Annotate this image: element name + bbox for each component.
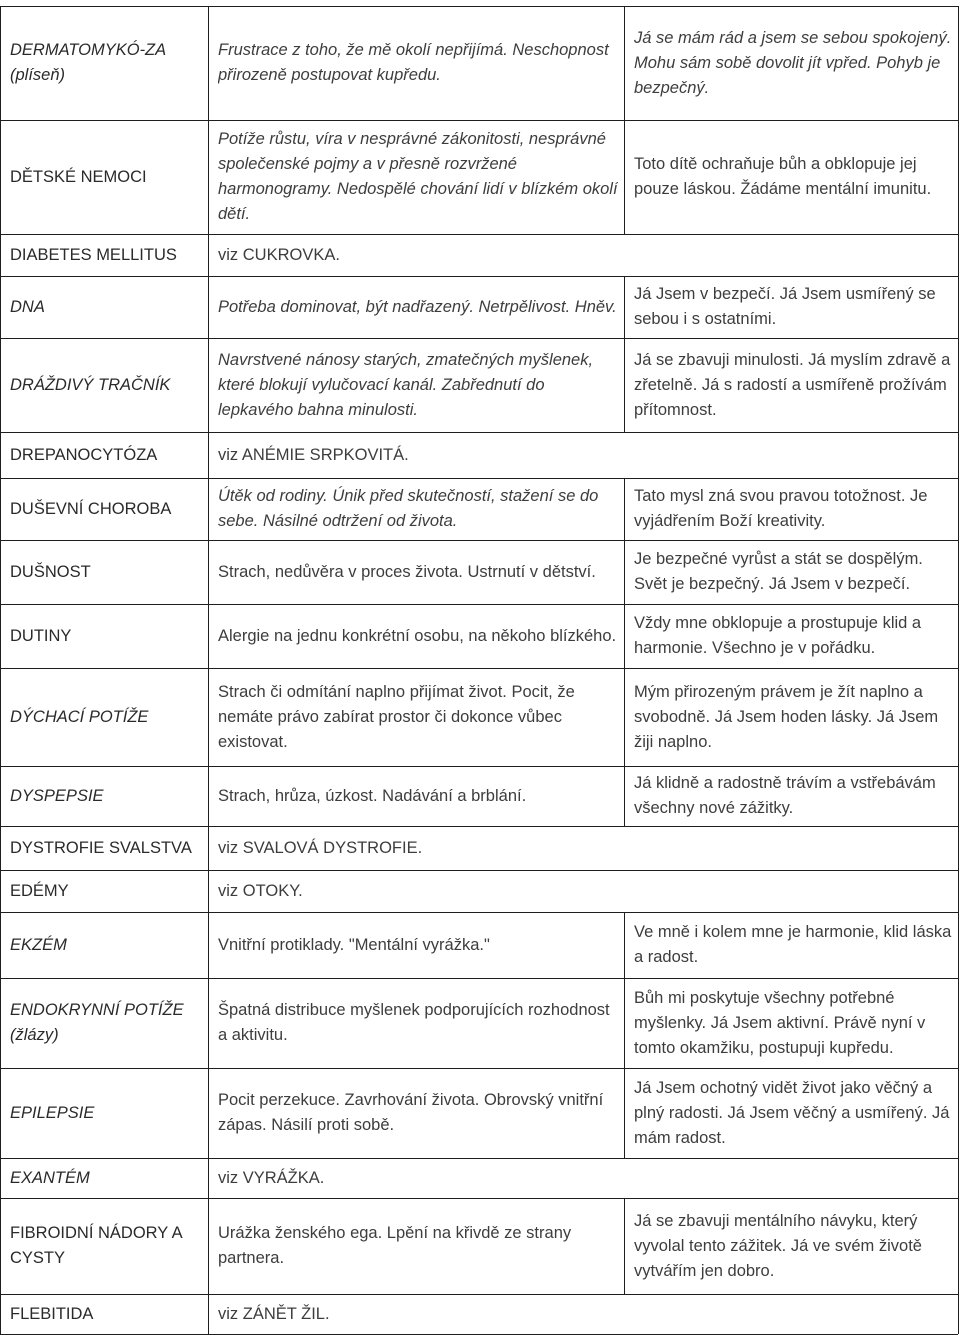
- probable-cause: viz ANÉMIE SRPKOVITÁ.: [218, 445, 409, 464]
- affirmation: Já Jsem v bezpečí. Já Jsem usmířený se sebou i s ostatními.: [634, 285, 936, 328]
- condition-name: FIBROIDNÍ NÁDORY A CYSTY: [10, 1224, 182, 1267]
- condition-name: ENDOKRYNNÍ POTÍŽE (žlázy): [10, 1001, 184, 1044]
- row-divider: [0, 120, 958, 121]
- condition-name: EKZÉM: [10, 935, 67, 954]
- column-divider: [624, 978, 625, 1068]
- column-divider: [624, 540, 625, 604]
- column-divider: [0, 6, 1, 1334]
- condition-name: DĚTSKÉ NEMOCI: [10, 167, 147, 186]
- condition-name: DYSTROFIE SVALSTVA: [10, 838, 192, 857]
- probable-cause: viz OTOKY.: [218, 881, 303, 900]
- row-divider: [0, 668, 958, 669]
- column-divider: [624, 766, 625, 826]
- row-divider: [0, 478, 958, 479]
- row-divider: [0, 978, 958, 979]
- row-divider: [0, 1198, 958, 1199]
- column-divider: [624, 276, 625, 338]
- affirmation: Já se zbavuji minulosti. Já myslím zdravě a zřetelně. Já s radostí a usmířeně prožívám přítomnost.: [634, 350, 951, 419]
- affirmation: Mým přirozeným právem je žít naplno a svobodně. Já Jsem hoden lásky. Já Jsem žiji naplno.: [634, 682, 939, 751]
- condition-name: DRÁŽDIVÝ TRAČNÍK: [10, 375, 171, 394]
- probable-cause: Urážka ženského ega. Lpění na křivdě ze strany partnera.: [218, 1224, 572, 1267]
- probable-cause: viz VYRÁŽKA.: [218, 1168, 325, 1187]
- row-divider: [0, 912, 958, 913]
- affirmation: Já se zbavuji mentálního návyku, který vyvolal tento zážitek. Já ve svém životě vytvářím jen dobro.: [634, 1211, 922, 1280]
- row-divider: [0, 276, 958, 277]
- probable-cause: Alergie na jednu konkrétní osobu, na někoho blízkého.: [218, 626, 617, 645]
- probable-cause: Útěk od rodiny. Únik před skutečností, stažení se do sebe. Násilné odtržení od života.: [218, 487, 599, 530]
- probable-cause: Potíže růstu, víra v nesprávné zákonitosti, nesprávné společenské pojmy a v přesně rozvržené harmonogramy. Nedospělé chování lidí v blízkém okolí dětí.: [218, 130, 618, 223]
- condition-name: DERMATOMYKÓ-ZA (plíseň): [10, 41, 166, 84]
- condition-name: EXANTÉM: [10, 1168, 90, 1187]
- affirmation: Bůh mi poskytuje všechny potřebné myšlenky. Já Jsem aktivní. Právě nyní v tomto okamžiku, postupuji kupředu.: [634, 988, 926, 1057]
- row-divider: [0, 540, 958, 541]
- affirmation: Já se mám rád a jsem se sebou spokojený. Mohu sám sobě dovolit jít vpřed. Pohyb je bezpečný.: [634, 28, 952, 97]
- condition-name: DIABETES MELLITUS: [10, 245, 177, 264]
- probable-cause: Strach, hrůza, úzkost. Nadávání a brblání.: [218, 786, 527, 805]
- column-divider: [208, 6, 209, 1334]
- probable-cause: viz CUKROVKA.: [218, 245, 340, 264]
- probable-cause: viz ZÁNĚT ŽIL.: [218, 1304, 330, 1323]
- condition-name: DUŠEVNÍ CHOROBA: [10, 499, 172, 518]
- column-divider: [624, 478, 625, 540]
- condition-name: DUTINY: [10, 626, 72, 645]
- probable-cause: Potřeba dominovat, být nadřazený. Netrpělivost. Hněv.: [218, 297, 617, 316]
- probable-cause: Strach, nedůvěra v proces života. Ustrnutí v dětství.: [218, 562, 596, 581]
- probable-cause: Špatná distribuce myšlenek podporujících rozhodnost a aktivitu.: [218, 1001, 610, 1044]
- row-divider: [0, 234, 958, 235]
- row-divider: [0, 1294, 958, 1295]
- affirmation: Já Jsem ochotný vidět život jako věčný a plný radosti. Já Jsem věčný a usmířený. Já mám radost.: [634, 1078, 950, 1147]
- column-divider: [624, 912, 625, 978]
- row-divider: [0, 6, 958, 7]
- column-divider: [624, 1068, 625, 1158]
- condition-name: DÝCHACÍ POTÍŽE: [10, 707, 149, 726]
- column-divider: [624, 338, 625, 432]
- row-divider: [0, 1158, 958, 1159]
- affirmation: Vždy mne obklopuje a prostupuje klid a harmonie. Všechno je v pořádku.: [634, 614, 922, 657]
- condition-name: DUŠNOST: [10, 562, 91, 581]
- probable-cause: Frustrace z toho, že mě okolí nepřijímá. Neschopnost přirozeně postupovat kupředu.: [218, 41, 609, 84]
- condition-name: DNA: [10, 297, 45, 316]
- row-divider: [0, 604, 958, 605]
- condition-name: FLEBITIDA: [10, 1304, 94, 1323]
- condition-name: EPILEPSIE: [10, 1103, 95, 1122]
- column-divider: [624, 668, 625, 766]
- condition-name: DREPANOCYTÓZA: [10, 445, 158, 464]
- row-divider: [0, 1068, 958, 1069]
- probable-cause: Strach či odmítání naplno přijímat život. Pocit, že nemáte právo zabírat prostor či dokonce vůbec existovat.: [218, 682, 575, 751]
- affirmation: Tato mysl zná svou pravou totožnost. Je vyjádřením Boží kreativity.: [634, 487, 928, 530]
- affirmation: Je bezpečné vyrůst a stát se dospělým. Svět je bezpečný. Já Jsem v bezpečí.: [634, 550, 923, 593]
- column-divider: [624, 1198, 625, 1294]
- condition-name: EDÉMY: [10, 881, 69, 900]
- column-divider: [958, 6, 959, 1334]
- column-divider: [624, 604, 625, 668]
- affirmation: Já klidně a radostně trávím a vstřebávám všechny nové zážitky.: [634, 774, 936, 817]
- row-divider: [0, 826, 958, 827]
- probable-cause: Pocit perzekuce. Zavrhování života. Obrovský vnitřní zápas. Násilí proti sobě.: [218, 1091, 604, 1134]
- column-divider: [624, 6, 625, 120]
- affirmation: Toto dítě ochraňuje bůh a obklopuje jej pouze láskou. Žádáme mentální imunitu.: [634, 155, 932, 198]
- row-divider: [0, 338, 958, 339]
- probable-cause: Vnitřní protiklady. "Mentální vyrážka.": [218, 935, 490, 954]
- affirmation: Ve mně i kolem mne je harmonie, klid láska a radost.: [634, 923, 952, 966]
- column-divider: [624, 120, 625, 234]
- row-divider: [0, 870, 958, 871]
- row-divider: [0, 766, 958, 767]
- probable-cause: Navrstvené nánosy starých, zmatečných myšlenek, které blokují vylučovací kanál. Zabřednutí do lepkavého bahna minulosti.: [218, 350, 594, 419]
- condition-name: DYSPEPSIE: [10, 786, 104, 805]
- row-divider: [0, 432, 958, 433]
- probable-cause: viz SVALOVÁ DYSTROFIE.: [218, 838, 423, 857]
